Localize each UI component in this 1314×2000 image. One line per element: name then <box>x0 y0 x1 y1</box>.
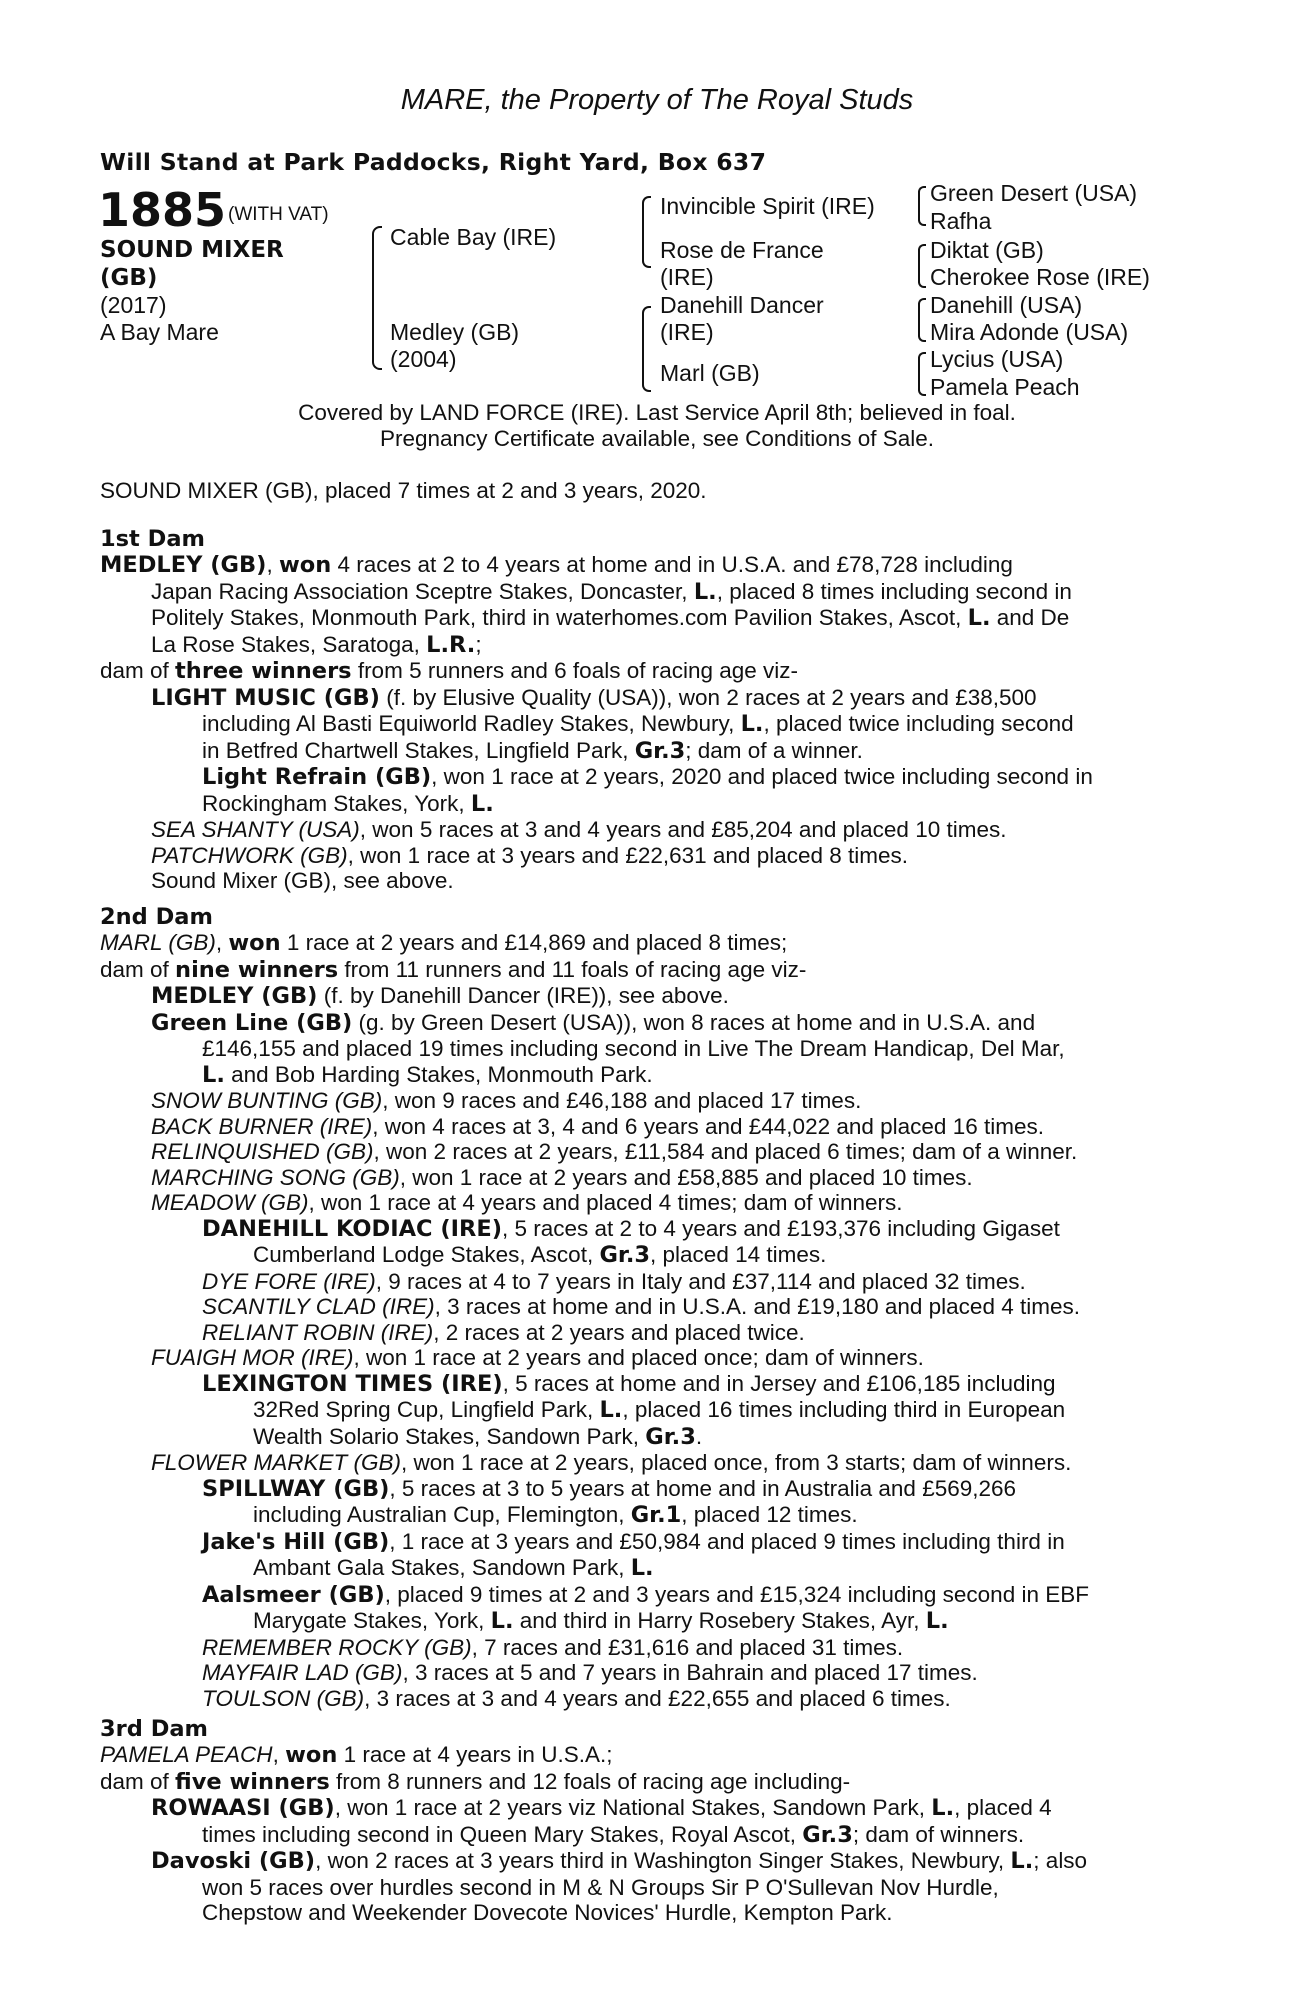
first-dam-section <box>100 552 1204 894</box>
text-line: dam of nine winners from 11 runners and 11 foals of racing age viz- <box>100 956 807 983</box>
text-line: MEADOW (GB), won 1 race at 4 years and placed 4 times; dam of winners. <box>151 1190 903 1215</box>
text-line: 32Red Spring Cup, Lingfield Park, L., placed 16 times including third in European <box>253 1397 1066 1423</box>
pedigree-dam-sire-origin: (IRE) <box>660 319 714 345</box>
pedigree-ddd: Pamela Peach <box>930 374 1080 400</box>
pedigree-sire: Cable Bay (IRE) <box>390 224 557 250</box>
text-line: Wealth Solario Stakes, Sandown Park, Gr.3. <box>253 1423 703 1450</box>
text-line: SCANTILY CLAD (IRE), 3 races at home and in U.S.A. and £19,180 and placed 4 times. <box>202 1294 1080 1319</box>
pedigree-dss: Danehill (USA) <box>930 292 1083 318</box>
text-line: dam of three winners from 5 runners and 6 foals of racing age viz- <box>100 658 799 684</box>
third-dam-heading: 3rd Dam <box>100 1716 208 1742</box>
text-line: times including second in Queen Mary Stakes, Royal Ascot, Gr.3; dam of winners. <box>202 1821 1025 1848</box>
horse-name: SOUND MIXER <box>100 237 284 263</box>
pedigree-sds: Diktat (GB) <box>930 237 1044 263</box>
text-line: MAYFAIR LAD (GB), 3 races at 5 and 7 years in Bahrain and placed 17 times. <box>202 1660 978 1685</box>
text-line: won 5 races over hurdles second in M & N Groups Sir P O'Sullevan Nov Hurdle, <box>202 1874 999 1900</box>
pedigree-dsd: Mira Adonde (USA) <box>930 319 1129 345</box>
text-line: dam of five winners from 8 runners and 12 foals of racing age including- <box>100 1768 851 1795</box>
text-line: Marygate Stakes, York, L. and third in Harry Rosebery Stakes, Ayr, L. <box>253 1608 949 1634</box>
text-line: Ambant Gala Stakes, Sandown Park, L. <box>253 1555 654 1581</box>
text-line: DYE FORE (IRE), 9 races at 4 to 7 years in Italy and £37,114 and placed 32 times. <box>202 1268 1026 1294</box>
second-dam-section <box>100 930 1204 1711</box>
text-line: L. and Bob Harding Stakes, Monmouth Park. <box>202 1061 653 1088</box>
text-line: Politely Stakes, Monmouth Park, third in waterhomes.com Pavilion Stakes, Ascot, L. and De <box>151 605 1070 631</box>
text-line: RELINQUISHED (GB), won 2 races at 2 years, £11,584 and placed 6 times; dam of a winner. <box>151 1139 1078 1164</box>
text-line: MARCHING SONG (GB), won 1 race at 2 years and £58,885 and placed 10 times. <box>151 1164 973 1190</box>
text-line: DANEHILL KODIAC (IRE), 5 races at 2 to 4 years and £193,376 including Gigaset <box>202 1215 1060 1242</box>
text-line: MEDLEY (GB) (f. by Danehill Dancer (IRE)), see above. <box>151 983 729 1009</box>
text-line: Davoski (GB), won 2 races at 3 years third in Washington Singer Stakes, Newbury, L.; also <box>151 1848 1088 1874</box>
text-line: Rockingham Stakes, York, L. <box>202 790 494 817</box>
race-summary: SOUND MIXER (GB), placed 7 times at 2 and 3 years, 2020. <box>100 478 707 503</box>
pedigree-dam-sire: Danehill Dancer <box>660 292 824 318</box>
second-dam-heading: 2nd Dam <box>100 904 213 930</box>
text-line: Cumberland Lodge Stakes, Ascot, Gr.3, placed 14 times. <box>253 1242 827 1268</box>
text-line: BACK BURNER (IRE), won 4 races at 3, 4 and 6 years and £44,022 and placed 16 times. <box>151 1113 1044 1139</box>
text-line: SNOW BUNTING (GB), won 9 races and £46,188 and placed 17 times. <box>151 1088 862 1113</box>
covered-line: Covered by LAND FORCE (IRE). Last Service April 8th; believed in foal. <box>298 400 1016 425</box>
text-line: Jake's Hill (GB), 1 race at 3 years and £50,984 and placed 9 times including third in <box>202 1528 1065 1555</box>
pedigree-sire-sire: Invincible Spirit (IRE) <box>660 193 875 219</box>
text-line: MEDLEY (GB), won 4 races at 2 to 4 years at home and in U.S.A. and £78,728 including <box>100 552 1013 578</box>
horse-year: (2017) <box>100 292 167 318</box>
pedigree-dds: Lycius (USA) <box>930 346 1064 372</box>
text-line: Light Refrain (GB), won 1 race at 2 years, 2020 and placed twice including second in <box>202 764 1093 790</box>
text-line: ROWAASI (GB), won 1 race at 2 years viz National Stakes, Sandown Park, L., placed 4 <box>151 1795 1052 1821</box>
pedigree-sss: Green Desert (USA) <box>930 180 1138 206</box>
text-line: MARL (GB), won 1 race at 2 years and £14,869 and placed 8 times; <box>100 930 788 956</box>
pedigree-sdd: Cherokee Rose (IRE) <box>930 264 1150 290</box>
text-line: Green Line (GB) (g. by Green Desert (USA)), won 8 races at home and in U.S.A. and <box>151 1009 1036 1036</box>
text-line: REMEMBER ROCKY (GB), 7 races and £31,616 and placed 31 times. <box>202 1634 904 1660</box>
horse-description: A Bay Mare <box>100 319 219 345</box>
text-line: Aalsmeer (GB), placed 9 times at 2 and 3 years and £15,324 including second in EBF <box>202 1581 1089 1608</box>
pedigree-sire-dam-origin: (IRE) <box>660 264 714 290</box>
text-line: TOULSON (GB), 3 races at 3 and 4 years and £22,655 and placed 6 times. <box>202 1685 951 1711</box>
pedigree-dam: Medley (GB) <box>390 319 520 345</box>
pedigree-dam-dam: Marl (GB) <box>660 360 760 386</box>
pedigree-bracket-gen1 <box>372 226 382 370</box>
text-line: La Rose Stakes, Saratoga, L.R.; <box>151 631 482 658</box>
pedigree-ssd: Rafha <box>930 208 992 234</box>
pregnancy-line: Pregnancy Certificate available, see Conditions of Sale. <box>379 426 935 451</box>
horse-origin: (GB) <box>100 265 158 291</box>
text-line: LIGHT MUSIC (GB) (f. by Elusive Quality (USA)), won 2 races at 2 years and £38,500 <box>151 684 1037 711</box>
text-line: PAMELA PEACH, won 1 race at 4 years in U.S.A.; <box>100 1742 613 1768</box>
text-line: SPILLWAY (GB), 5 races at 3 to 5 years at home and in Australia and £569,266 <box>202 1475 1017 1502</box>
text-line: £146,155 and placed 19 times including second in Live The Dream Handicap, Del Mar, <box>202 1036 1065 1061</box>
text-line: including Australian Cup, Flemington, Gr.1, placed 12 times. <box>253 1502 858 1528</box>
text-line: including Al Basti Equiworld Radley Stakes, Newbury, L., placed twice including second <box>202 711 1074 737</box>
page-header: MARE, the Property of The Royal Studs <box>400 84 914 116</box>
pedigree-bracket-ss <box>918 186 926 226</box>
text-line: RELIANT ROBIN (IRE), 2 races at 2 years and placed twice. <box>202 1319 805 1345</box>
vat-note: (WITH VAT) <box>228 204 329 225</box>
text-line: PATCHWORK (GB), won 1 race at 3 years and £22,631 and placed 8 times. <box>151 842 909 868</box>
text-line: FUAIGH MOR (IRE), won 1 race at 2 years and placed once; dam of winners. <box>151 1345 924 1370</box>
pedigree-bracket-ds <box>918 298 926 342</box>
text-line: FLOWER MARKET (GB), won 1 race at 2 years, placed once, from 3 starts; dam of winners. <box>151 1450 1072 1475</box>
text-line: in Betfred Chartwell Stakes, Lingfield Park, Gr.3; dam of a winner. <box>202 737 863 764</box>
pedigree-sire-dam: Rose de France <box>660 237 824 263</box>
pedigree-dam-year: (2004) <box>390 346 457 372</box>
pedigree-bracket-dd <box>918 352 926 396</box>
pedigree-bracket-sire <box>642 196 651 268</box>
third-dam-section <box>100 1742 1204 1926</box>
text-line: Japan Racing Association Sceptre Stakes, Doncaster, L., placed 8 times including second in <box>151 578 1072 605</box>
text-line: Sound Mixer (GB), see above. <box>151 868 454 893</box>
pedigree-bracket-dam <box>642 306 651 392</box>
text-line: Chepstow and Weekender Dovecote Novices' Hurdle, Kempton Park. <box>202 1900 893 1925</box>
text-line: SEA SHANTY (USA), won 5 races at 3 and 4 years and £85,204 and placed 10 times. <box>151 817 1007 842</box>
stand-location: Will Stand at Park Paddocks, Right Yard, Box 637 <box>100 148 767 176</box>
text-line: LEXINGTON TIMES (IRE), 5 races at home and in Jersey and £106,185 including <box>202 1370 1056 1397</box>
first-dam-heading: 1st Dam <box>100 526 205 552</box>
pedigree-bracket-sd <box>918 244 926 288</box>
lot-number: 1885 <box>98 183 227 237</box>
